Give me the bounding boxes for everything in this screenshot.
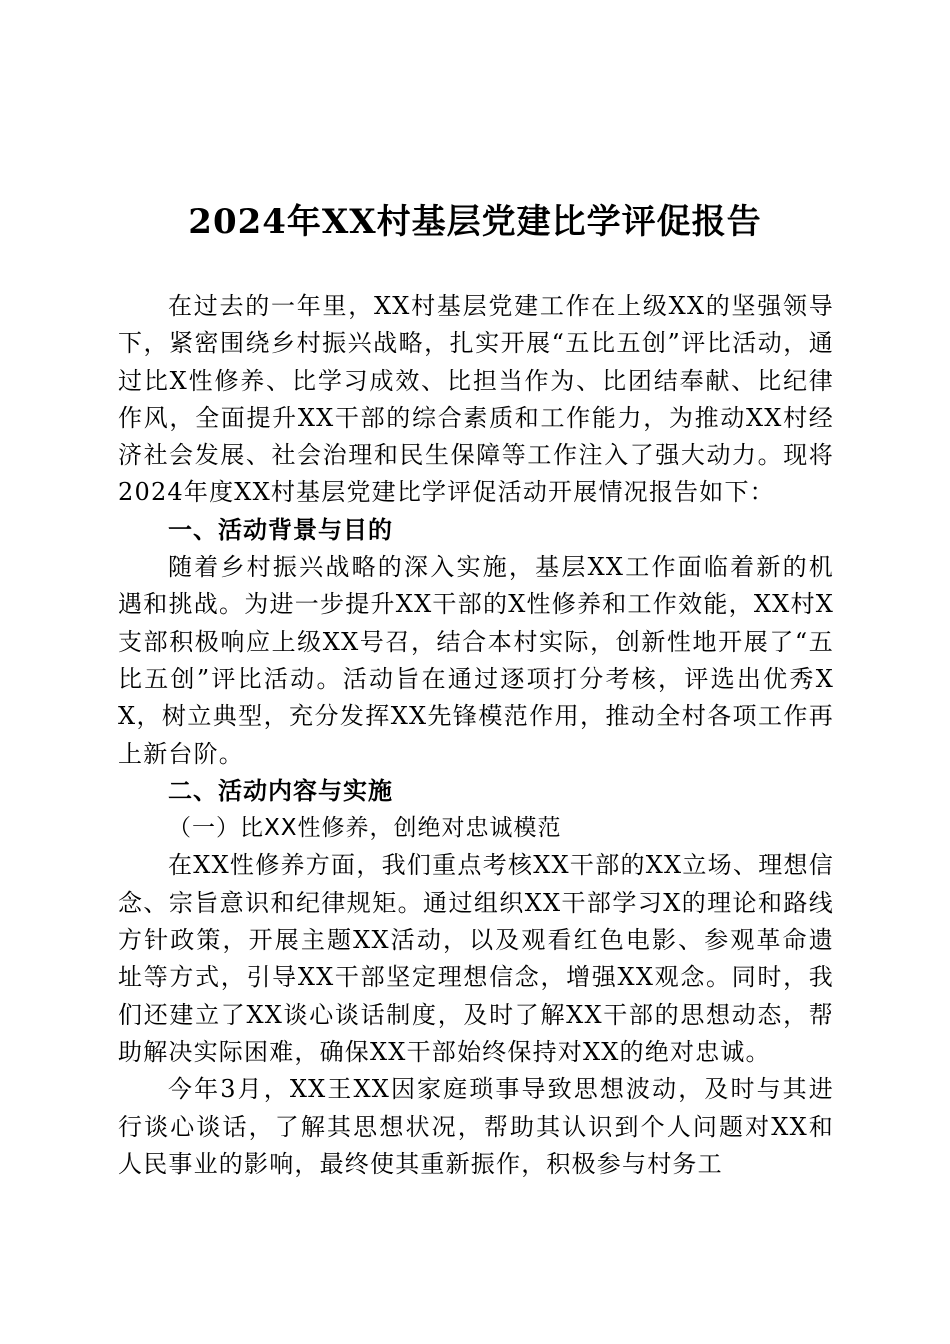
section-2-paragraph-1: 在XX性修养方面，我们重点考核XX干部的XX立场、理想信念、宗旨意识和纪律规矩。通过组织XX干部学习X的理论和路线方针政策，开展主题XX活动，以及观看红色电影、参观革命遗址等方式，引导XX干部坚定理想信念，增强XX观念。同时，我们还建立了XX谈心谈话制度，及时了解XX干部的思想动态，帮助解决实际困难，确保XX干部始终保持对XX的绝对忠诚。 — [118, 851, 834, 1066]
section-2-paragraph-2: 今年3月，XX王XX因家庭琐事导致思想波动，及时与其进行谈心谈话，了解其思想状况，帮助其认识到个人问题对XX和人民事业的影响，最终使其重新振作，积极参与村务工 — [118, 1075, 834, 1178]
document-body — [118, 288, 834, 1183]
section-2-heading: 二、活动内容与实施 — [168, 776, 393, 805]
section-1-paragraph: 随着乡村振兴战略的深入实施，基层XX工作面临着新的机遇和挑战。为进一步提升XX干部的X性修养和工作效能，XX村X支部积极响应上级XX号召，结合本村实际，创新性地开展了“五比五创”评比活动。活动旨在通过逐项打分考核，评选出优秀XX，树立典型，充分发挥XX先锋模范作用，推动全村各项工作再上新台阶。 — [118, 553, 834, 768]
document-title: 2024年XX村基层党建比学评促报告 — [188, 202, 762, 242]
section-1-heading: 一、活动背景与目的 — [168, 515, 393, 544]
section-2-subheading: （一）比XX性修养，创绝对忠诚模范 — [168, 815, 562, 842]
intro-paragraph: 在过去的一年里，XX村基层党建工作在上级XX的坚强领导下，紧密围绕乡村振兴战略，扎实开展“五比五创”评比活动，通过比X性修养、比学习成效、比担当作为、比团结奉献、比纪律作风，全面提升XX干部的综合素质和工作能力，为推动XX村经济社会发展、社会治理和民生保障等工作注入了强大动力。现将2024年度XX村基层党建比学评促活动开展情况报告如下： — [118, 292, 834, 507]
